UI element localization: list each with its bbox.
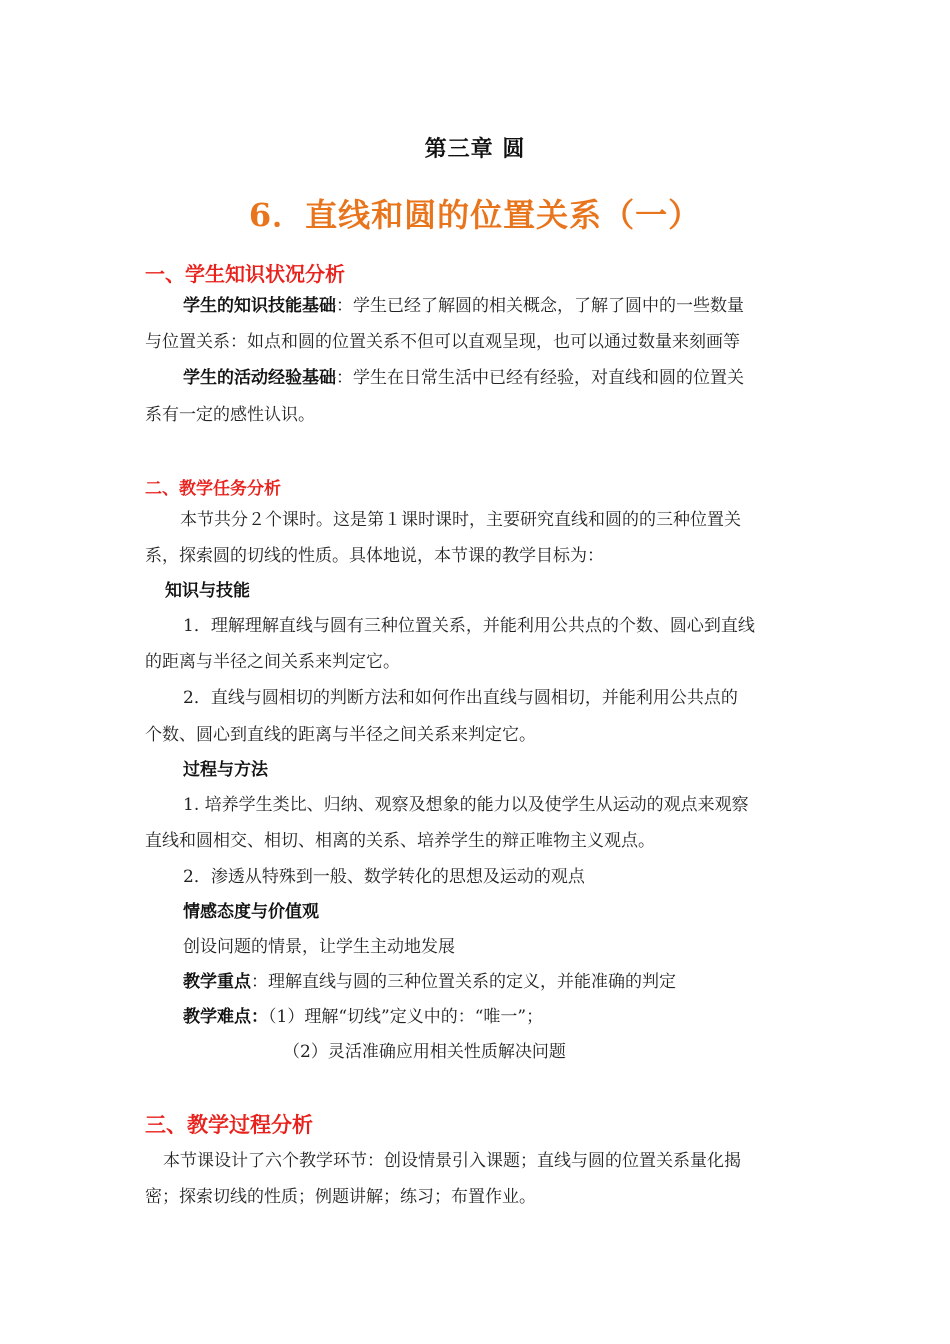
m1-line2: 直线和圆相交、相切、相离的关系、培养学生的辩正唯物主义观点。 — [145, 831, 655, 851]
difficulty-label: 教学难点： — [183, 1007, 268, 1027]
key-point-line — [183, 970, 676, 994]
s1-para1-text1: ：学生已经了解圆的相关概念，了解了圆中的一些数量 — [336, 296, 744, 316]
key-point-label: 教学重点 — [183, 972, 251, 992]
section-2-heading: 二、教学任务分析 — [145, 479, 281, 499]
s1-para2-text1: ：学生在日常生活中已经有经验，对直线和圆的位置关 — [336, 368, 744, 388]
lesson-title: 6．直线和圆的位置关系（一） — [248, 196, 702, 234]
section-3-heading: 三、教学过程分析 — [145, 1112, 313, 1137]
s3-line1: 本节课设计了六个教学环节：创设情景引入课题；直线与圆的位置关系量化揭 — [163, 1151, 741, 1171]
s1-para2-label: 学生的活动经验基础 — [183, 368, 336, 388]
k1-line2: 的距离与半径之间关系来判定它。 — [145, 652, 400, 672]
k2-line1: 2．直线与圆相切的判断方法和如何作出直线与圆相切，并能利用公共点的 — [183, 688, 738, 708]
difficulty-1: （1）理解“切线”定义中的：“唯一”； — [268, 1007, 544, 1027]
k2-line2: 个数、圆心到直线的距离与半径之间关系来判定它。 — [145, 725, 536, 745]
section-1-heading: 一、学生知识状况分析 — [145, 262, 345, 286]
s1-para2-line1 — [183, 366, 744, 390]
e1-line: 创设问题的情景，让学生主动地发展 — [183, 937, 455, 957]
s3-line2: 密；探索切线的性质；例题讲解；练习；布置作业。 — [145, 1187, 536, 1207]
s2-intro-line2: 系，探索圆的切线的性质。具体地说，本节课的教学目标为： — [145, 546, 604, 566]
k1-line1: 1．理解理解直线与圆有三种位置关系，并能利用公共点的个数、圆心到直线 — [183, 616, 755, 636]
m1-line1: 1. 培养学生类比、归纳、观察及想象的能力以及使学生从运动的观点来观察 — [183, 795, 749, 815]
difficulty-2: （2）灵活准确应用相关性质解决问题 — [283, 1042, 566, 1062]
s2-intro-line1: 本节共分２个课时。这是第１课时课时，主要研究直线和圆的的三种位置关 — [180, 510, 741, 530]
s1-para1-label: 学生的知识技能基础 — [183, 296, 336, 316]
s1-para1-line2: 与位置关系：如点和圆的位置关系不但可以直观呈现，也可以通过数量来刻画等 — [145, 332, 740, 352]
key-point-text: ：理解直线与圆的三种位置关系的定义，并能准确的判定 — [251, 972, 676, 992]
knowledge-skills-heading: 知识与技能 — [165, 581, 250, 601]
s1-para2-line2: 系有一定的感性认识。 — [145, 405, 315, 425]
difficulty-line1 — [183, 1005, 543, 1029]
m2-line: 2．渗透从特殊到一般、数学转化的思想及运动的观点 — [183, 867, 585, 887]
chapter-heading: 第三章 圆 — [424, 136, 526, 162]
s1-para1-line1 — [183, 294, 744, 318]
process-methods-heading: 过程与方法 — [183, 760, 268, 780]
emotion-values-heading: 情感态度与价值观 — [183, 902, 319, 922]
